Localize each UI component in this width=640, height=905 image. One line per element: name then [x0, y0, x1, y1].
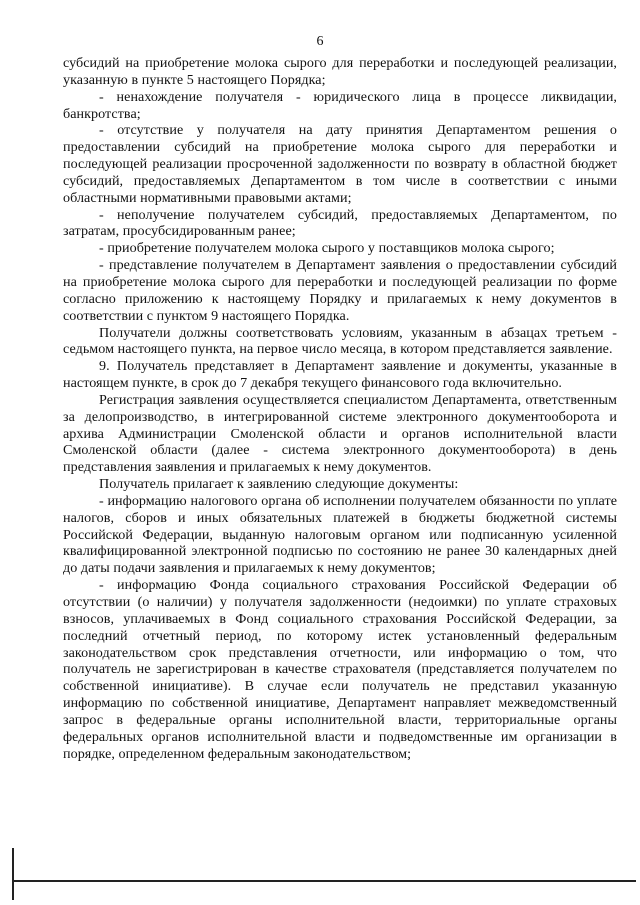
- paragraph: 9. Получатель представляет в Департамент заявление и документы, указанные в настоящем пункте, в срок до 7 декабря текущего финансового года включительно.: [63, 358, 617, 392]
- page-number: 6: [316, 34, 324, 49]
- paragraph: - ненахождение получателя - юридического лица в процессе ликвидации, банкротства;: [63, 88, 617, 122]
- paragraph: Получатель прилагает к заявлению следующие документы:: [99, 476, 459, 493]
- paragraph: - информацию Фонда социального страхования Российской Федерации об отсутствии (о наличии) у получателя задолженности (недоимки) по уплате страховых взносов, уплачиваемых в Фонд социального страхования Российской Федерации, за последний отчетный период, по которому истек установленный федеральным законодательством срок представления отчетности, или информацию о том, что получатель не зарегистрирован в качестве страхователя (представляется получателем по собственной инициативе). В случае если получатель не представил указанную информацию по собственной инициативе, Департамент направляет межведомственный запрос в федеральные органы исполнительной власти, территориальные органы федеральных органов исполнительной власти и подведомственные им организации в порядке, определенном федеральным законодательством;: [63, 577, 617, 762]
- paragraph: - информацию налогового органа об исполнении получателем обязанности по уплате налогов, сборов и иных обязательных платежей в бюджеты бюджетной системы Российской Федерации, выданную налоговым органом или подписанную усиленной квалифицированной электронной подписью по состоянию не ранее 30 календарных дней до даты подачи заявления и прилагаемых к нему документов;: [63, 492, 617, 577]
- paragraph: - представление получателем в Департамент заявления о предоставлении субсидий на приобретение молока сырого для переработки и последующей реализации по форме согласно приложению к настоящему Порядку и прилагаемых к нему документов в соответствии с пунктом 9 настоящего Порядка.: [63, 257, 617, 324]
- paragraph: - приобретение получателем молока сырого у поставщиков молока сырого;: [99, 240, 555, 257]
- paragraph: Регистрация заявления осуществляется специалистом Департамента, ответственным за делопроизводство, в интегрированной системе электронного документооборота и архива Администрации Смоленской области и органов исполнительной власти Смоленской области (далее - система электронного документооборота) в день представления заявления и прилагаемых к нему документов.: [63, 391, 617, 476]
- paragraph: субсидий на приобретение молока сырого для переработки и последующей реализации, указанную в пункте 5 настоящего Порядка;: [63, 55, 617, 88]
- paragraph: - неполучение получателем субсидий, предоставляемых Департаментом, по затратам, просубсидированным ранее;: [63, 206, 617, 240]
- paragraph: Получатели должны соответствовать условиям, указанным в абзацах третьем - седьмом настоящего пункта, на первое число месяца, в котором представляется заявление.: [63, 324, 617, 358]
- document-body: [63, 55, 617, 762]
- scan-edge-mark: [12, 880, 636, 882]
- paragraph: - отсутствие у получателя на дату принятия Департаментом решения о предоставлении субсидий на приобретение молока сырого для переработки и последующей реализации просроченной задолженности по возврату в областной бюджет субсидий, предоставляемых Департаментом в том числе в соответствии с иными областными нормативными правовыми актами;: [63, 122, 617, 206]
- scan-edge-mark: [12, 848, 14, 900]
